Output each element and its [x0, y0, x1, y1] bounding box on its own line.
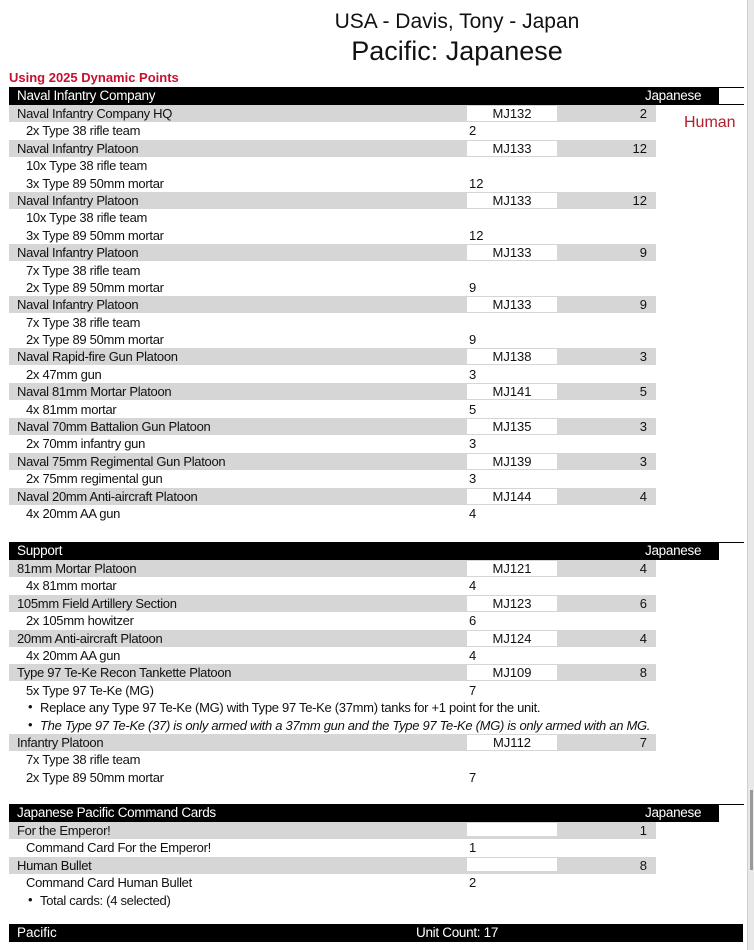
- list-section: [9, 542, 744, 786]
- unit-item-points: 9: [469, 279, 477, 295]
- section-header-rule: [719, 542, 744, 543]
- unit-points: 2: [639, 106, 647, 121]
- unit-name: 81mm Mortar Platoon: [17, 561, 137, 576]
- unit-points: 12: [632, 192, 647, 208]
- unit-row[interactable]: [9, 857, 744, 874]
- unit-code: MJ112: [467, 735, 557, 750]
- bullet-icon: •: [28, 891, 33, 907]
- unit-item-name: 7x Type 38 rifle team: [26, 262, 141, 278]
- unit-item-name: Command Card For the Emperor!: [26, 840, 211, 856]
- unit-code: [467, 858, 557, 873]
- unit-code: MJ141: [467, 384, 557, 399]
- unit-item: [9, 769, 744, 786]
- unit-item: [9, 227, 744, 244]
- unit-item: [9, 874, 744, 891]
- points-note: Using 2025 Dynamic Points: [9, 70, 179, 85]
- unit-item-name: 7x Type 38 rifle team: [26, 314, 141, 330]
- unit-name: Human Bullet: [17, 857, 92, 873]
- unit-item-name: 4x 20mm AA gun: [26, 505, 121, 521]
- unit-item-points: 4: [469, 505, 477, 521]
- unit-item: [9, 401, 744, 418]
- unit-name: Infantry Platoon: [17, 734, 104, 750]
- unit-row[interactable]: [9, 383, 744, 400]
- unit-name: Naval 70mm Battalion Gun Platoon: [17, 419, 211, 435]
- unit-item: [9, 647, 744, 664]
- unit-name: Naval 75mm Regimental Gun Platoon: [17, 453, 226, 469]
- unit-points: 7: [639, 734, 647, 750]
- unit-code: MJ109: [467, 665, 557, 680]
- list-section: [9, 804, 744, 909]
- unit-item-points: 7: [469, 769, 477, 785]
- unit-item-name: 2x Type 89 50mm mortar: [26, 332, 164, 348]
- section-header: [9, 542, 744, 560]
- unit-item-name: 5x Type 97 Te-Ke (MG): [26, 682, 154, 698]
- unit-name: Naval Infantry Company HQ: [17, 106, 173, 121]
- unit-item: [9, 209, 744, 226]
- unit-item-points: 12: [469, 175, 484, 191]
- unit-name: Naval Rapid-fire Gun Platoon: [17, 349, 178, 365]
- unit-row[interactable]: [9, 488, 744, 505]
- unit-item-points: 5: [469, 401, 477, 417]
- unit-name: 105mm Field Artillery Section: [17, 595, 177, 611]
- section-title: Japanese Pacific Command Cards: [17, 805, 216, 820]
- unit-code: MJ139: [467, 454, 557, 469]
- unit-item-name: 3x Type 89 50mm mortar: [26, 175, 164, 191]
- section-header: [9, 804, 744, 822]
- unit-row[interactable]: [9, 595, 744, 612]
- unit-item-name: 4x 81mm mortar: [26, 578, 117, 594]
- unit-row[interactable]: [9, 734, 744, 751]
- unit-item: [9, 157, 744, 174]
- unit-code: MJ124: [467, 631, 557, 646]
- unit-item: [9, 366, 744, 383]
- unit-points: 8: [639, 857, 647, 873]
- unit-item-name: 2x Type 38 rifle team: [26, 123, 141, 139]
- unit-points: 6: [639, 595, 647, 611]
- unit-code: MJ121: [467, 561, 557, 576]
- section-title: Support: [17, 543, 63, 558]
- unit-item: [9, 470, 744, 487]
- unit-name: Naval Infantry Platoon: [17, 192, 139, 208]
- unit-item-name: 7x Type 38 rifle team: [26, 752, 141, 768]
- unit-points: 9: [639, 245, 647, 261]
- unit-row[interactable]: [9, 192, 744, 209]
- matchup-title: USA - Davis, Tony - Japan: [334, 10, 580, 33]
- unit-points: 4: [639, 561, 647, 576]
- unit-item-name: Command Card Human Bullet: [26, 875, 192, 891]
- unit-points: 12: [632, 140, 647, 156]
- section-faction: Japanese: [645, 543, 702, 558]
- unit-points: 8: [639, 665, 647, 681]
- unit-note-text: The Type 97 Te-Ke (37) is only armed with a 37mm gun and the Type 97 Te-Ke (MG) is only armed with an MG.: [40, 717, 651, 733]
- unit-points: 3: [639, 419, 647, 435]
- unit-row-background: [9, 734, 656, 751]
- unit-item-name: 2x 70mm infantry gun: [26, 436, 146, 452]
- unit-item-points: 4: [469, 578, 477, 594]
- unit-points: 4: [639, 488, 647, 504]
- unit-item: [9, 682, 744, 699]
- unit-code: MJ138: [467, 349, 557, 364]
- unit-name: Naval Infantry Platoon: [17, 140, 139, 156]
- unit-row[interactable]: [9, 244, 744, 261]
- player-type-label: Human: [684, 114, 736, 131]
- unit-row[interactable]: [9, 140, 744, 157]
- list-title: Pacific: Japanese: [351, 36, 563, 66]
- unit-item: [9, 435, 744, 452]
- unit-item-name: 4x 20mm AA gun: [26, 647, 121, 663]
- unit-row[interactable]: [9, 822, 744, 839]
- unit-note-text: Replace any Type 97 Te-Ke (MG) with Type 97 Te-Ke (37mm) tanks for +1 point for the unit.: [40, 700, 541, 716]
- unit-points: 9: [639, 297, 647, 313]
- unit-row[interactable]: [9, 418, 744, 435]
- unit-item: [9, 331, 744, 348]
- unit-item-points: 7: [469, 682, 477, 698]
- unit-item: [9, 751, 744, 768]
- unit-note-text: Total cards: (4 selected): [40, 892, 171, 908]
- unit-item-points: 1: [469, 840, 477, 856]
- unit-points: 5: [639, 384, 647, 400]
- section-faction: Japanese: [645, 88, 702, 103]
- unit-name: Naval Infantry Platoon: [17, 297, 139, 313]
- unit-row[interactable]: [9, 296, 744, 313]
- unit-points: 3: [639, 453, 647, 469]
- section-faction: Japanese: [645, 805, 702, 820]
- unit-item-name: 2x 105mm howitzer: [26, 613, 134, 629]
- list-section: [9, 87, 744, 522]
- unit-item: [9, 505, 744, 522]
- unit-item: [9, 839, 744, 856]
- unit-note: [9, 699, 744, 716]
- unit-code: MJ132: [467, 106, 557, 121]
- section-header-rule: [719, 87, 744, 88]
- unit-item-points: 3: [469, 471, 477, 487]
- unit-item: [9, 175, 744, 192]
- unit-item-name: 4x 81mm mortar: [26, 401, 117, 417]
- unit-note: [9, 717, 744, 734]
- unit-code: MJ123: [467, 596, 557, 611]
- scrollbar-thumb[interactable]: [750, 790, 753, 870]
- unit-name: 20mm Anti-aircraft Platoon: [17, 630, 163, 646]
- unit-item-points: 6: [469, 613, 477, 629]
- unit-item-points: 3: [469, 436, 477, 452]
- unit-name: Naval 81mm Mortar Platoon: [17, 384, 172, 400]
- unit-code: MJ133: [467, 245, 557, 260]
- section-header-rule: [719, 804, 744, 805]
- unit-item-points: 2: [469, 123, 477, 139]
- unit-item-name: 2x Type 89 50mm mortar: [26, 279, 164, 295]
- unit-row[interactable]: [9, 630, 744, 647]
- section-title: Naval Infantry Company: [17, 88, 156, 103]
- unit-count: Unit Count: 17: [416, 925, 499, 940]
- unit-item: [9, 612, 744, 629]
- unit-row[interactable]: [9, 453, 744, 470]
- unit-row[interactable]: [9, 105, 744, 122]
- unit-points: 4: [639, 630, 647, 646]
- unit-item-points: 9: [469, 332, 477, 348]
- unit-item-name: 10x Type 38 rifle team: [26, 158, 148, 174]
- unit-row[interactable]: [9, 664, 744, 681]
- unit-item-name: 2x 75mm regimental gun: [26, 471, 163, 487]
- unit-item: [9, 122, 744, 139]
- unit-name: Type 97 Te-Ke Recon Tankette Platoon: [17, 665, 232, 681]
- unit-row[interactable]: [9, 348, 744, 365]
- unit-points: 3: [639, 349, 647, 365]
- unit-name: Naval 20mm Anti-aircraft Platoon: [17, 488, 198, 504]
- unit-row-background: [9, 857, 656, 874]
- unit-item-name: 10x Type 38 rifle team: [26, 210, 148, 226]
- unit-item-points: 3: [469, 366, 477, 382]
- section-header-bar: [9, 542, 719, 560]
- unit-points: 1: [639, 823, 647, 838]
- bullet-icon: •: [28, 699, 33, 715]
- unit-code: MJ133: [467, 297, 557, 312]
- unit-item: [9, 279, 744, 296]
- unit-code: MJ133: [467, 193, 557, 208]
- unit-item: [9, 577, 744, 594]
- unit-code: [467, 823, 557, 838]
- unit-code: MJ135: [467, 419, 557, 434]
- unit-row[interactable]: [9, 560, 744, 577]
- unit-note: [9, 892, 744, 909]
- footer-bar: [9, 924, 743, 942]
- scrollbar[interactable]: [747, 0, 754, 950]
- unit-item: [9, 262, 744, 279]
- footer-label: Pacific: [17, 925, 57, 940]
- unit-name: Naval Infantry Platoon: [17, 245, 139, 261]
- unit-item-name: 2x 47mm gun: [26, 366, 102, 382]
- unit-item-points: 4: [469, 647, 477, 663]
- unit-item-points: 2: [469, 875, 477, 891]
- unit-item-name: 3x Type 89 50mm mortar: [26, 227, 164, 243]
- section-header: [9, 87, 744, 105]
- unit-item-name: 2x Type 89 50mm mortar: [26, 769, 164, 785]
- bullet-icon: •: [28, 716, 33, 732]
- unit-name: For the Emperor!: [17, 823, 111, 838]
- unit-code: MJ133: [467, 141, 557, 156]
- unit-item: [9, 314, 744, 331]
- unit-code: MJ144: [467, 489, 557, 504]
- unit-item-points: 12: [469, 227, 484, 243]
